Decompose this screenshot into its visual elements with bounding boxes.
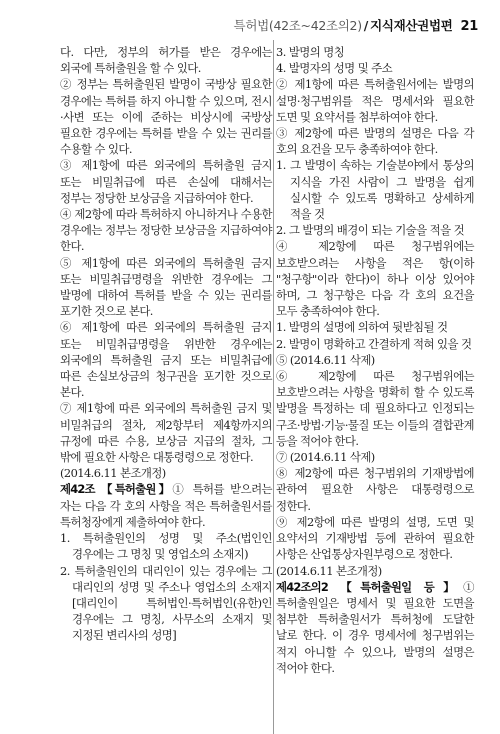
amendment-note: (2014.6.11 본조개정) [276, 563, 382, 578]
article-42 [60, 481, 272, 530]
paragraph-6: ⑥ 제1항에 따른 외국에의 특허출원 금지 또는 비밀취급명령을 위반한 경우에는 외국에의 특허출원 금지 또는 비밀취급에 따른 손실보상금의 청구권을 포기한 것으로 본다. [60, 320, 272, 400]
paragraph-6: ⑥ 제2항에 따른 청구범위에는 보호받으려는 사항을 명확히 할 수 있도록 발명을 특정하는 데 필요하다고 인정되는 구조·방법·기능·물질 또는 이들의 결합관계 등을 적어야 한다. [276, 369, 474, 448]
paragraph-continuation: 다. 다만, 정부의 허가를 받은 경우에는 외국에 특허출원을 할 수 있다. [60, 45, 272, 76]
sub-item-2: 2. 그 발명의 배경이 되는 기술을 적을 것 [276, 223, 465, 238]
page-number: 21 [460, 19, 478, 34]
article-42-2-text: ① 특허출원일은 명세서 및 필요한 도면을 첨부한 특허출원서가 특허청에 도달한 날로 한다. 이 경우 명세서에 청구범위는 적지 아니할 수 있으나, 발명의 설명은 적어야 한다. [276, 579, 474, 675]
sub-item-1: 1. 그 발명이 속하는 기술분야에서 통상의 지식을 가진 사람이 그 발명을 쉽게 실시할 수 있도록 명확하고 상세하게 적을 것 [276, 158, 474, 222]
sub-item-4: 2. 발명이 명확하고 간결하게 적혀 있을 것 [276, 336, 472, 351]
paragraph-9: ⑨ 제2항에 따른 발명의 설명, 도면 및 요약서의 기재방법 등에 관하여 필요한 사항은 산업통상자원부령으로 정한다. [276, 514, 474, 562]
paragraph-2: ② 정부는 특허출원된 발명이 국방상 필요한 경우에는 특허를 하지 아니할 수 있으며, 전시·사변 또는 이에 준하는 비상시에 국방상 필요한 경우에는 특허를 받을 수 있는 권리를 수용할 수 있다. [60, 77, 272, 157]
amendment-note: (2014.6.11 본조개정) [60, 466, 166, 481]
paragraph-8: ⑧ 제2항에 따른 청구범위의 기재방법에 관하여 필요한 사항은 대통령령으로 정한다. [276, 466, 474, 513]
paragraph-4: ④ 제2항에 따른 청구범위에는 보호받으려는 사항을 적은 항(이하 "청구항"이라 한다)이 하나 이상 있어야 하며, 그 청구항은 다음 각 호의 요건을 모두 충족하여야 한다. [276, 239, 474, 319]
paragraph-3: ③ 제1항에 따른 외국에의 특허출원 금지 또는 비밀취급에 따른 손실에 대해서는 정부는 정당한 보상금을 지급하여야 한다. [60, 158, 272, 205]
running-header [0, 0, 500, 44]
paragraph-5: ⑤ 제1항에 따른 외국에의 특허출원 금지 또는 비밀취급명령을 위반한 경우에는 그 발명에 대하여 특허를 받을 수 있는 권리를 포기한 것으로 본다. [60, 255, 272, 319]
paragraph-7: ⑦ 제1항에 따른 외국에의 특허출원 금지 및 비밀취급의 절차, 제2항부터 제4항까지의 규정에 따른 수용, 보상금 지급의 절차, 그 밖에 필요한 사항은 대통령령으로 정한다. [60, 401, 272, 465]
paragraph-5: ⑤ (2014.6.11 삭제) [276, 352, 375, 367]
column-divider [273, 40, 274, 734]
list-item-1: 1. 특허출원인의 성명 및 주소(법인인 경우에는 그 명칭 및 영업소의 소재지) [60, 531, 272, 562]
article-42-text: ① 특허를 받으려는 자는 다음 각 호의 사항을 적은 특허출원서를 특허청장에게 제출하여야 한다. [60, 482, 272, 529]
header-separator: / [363, 18, 369, 33]
paragraph-7: ⑦ (2014.6.11 삭제) [276, 450, 375, 465]
article-42-2 [276, 579, 474, 676]
paragraph-3: ③ 제2항에 따른 발명의 설명은 다음 각 호의 요건을 모두 충족하여야 한다. [276, 126, 474, 157]
paragraph-2: ② 제1항에 따른 특허출원서에는 발명의 설명·청구범위를 적은 명세서와 필요한 도면 및 요약서를 첨부하여야 한다. [276, 77, 474, 124]
article-42-2-title: 제42조의2 【특허출원일 등】 [276, 579, 464, 594]
list-item-4: 4. 발명자의 성명 및 주소 [276, 61, 393, 76]
sub-item-3: 1. 발명의 설명에 의하여 뒷받침될 것 [276, 320, 448, 335]
header-law-range: 특허법(42조~42조의2) [233, 18, 362, 33]
list-item-3: 3. 발명의 명칭 [276, 45, 345, 59]
header-text [234, 16, 478, 34]
list-item-2: 2. 특허출원인의 대리인이 있는 경우에는 그 대리인의 성명 및 주소나 영업소의 소재지[대리인이 특허법인·특허법인(유한)인 경우에는 그 명칭, 사무소의 소재지 및 지정된 변리사의 성명] [60, 563, 272, 643]
left-column [60, 44, 272, 644]
header-book-title: 지식재산권법편 [370, 18, 453, 33]
right-column [276, 44, 474, 676]
article-42-title: 제42조 【특허출원】 [60, 482, 173, 497]
paragraph-4: ④ 제2항에 따라 특허하지 아니하거나 수용한 경우에는 정부는 정당한 보상금을 지급하여야 한다. [60, 207, 272, 254]
